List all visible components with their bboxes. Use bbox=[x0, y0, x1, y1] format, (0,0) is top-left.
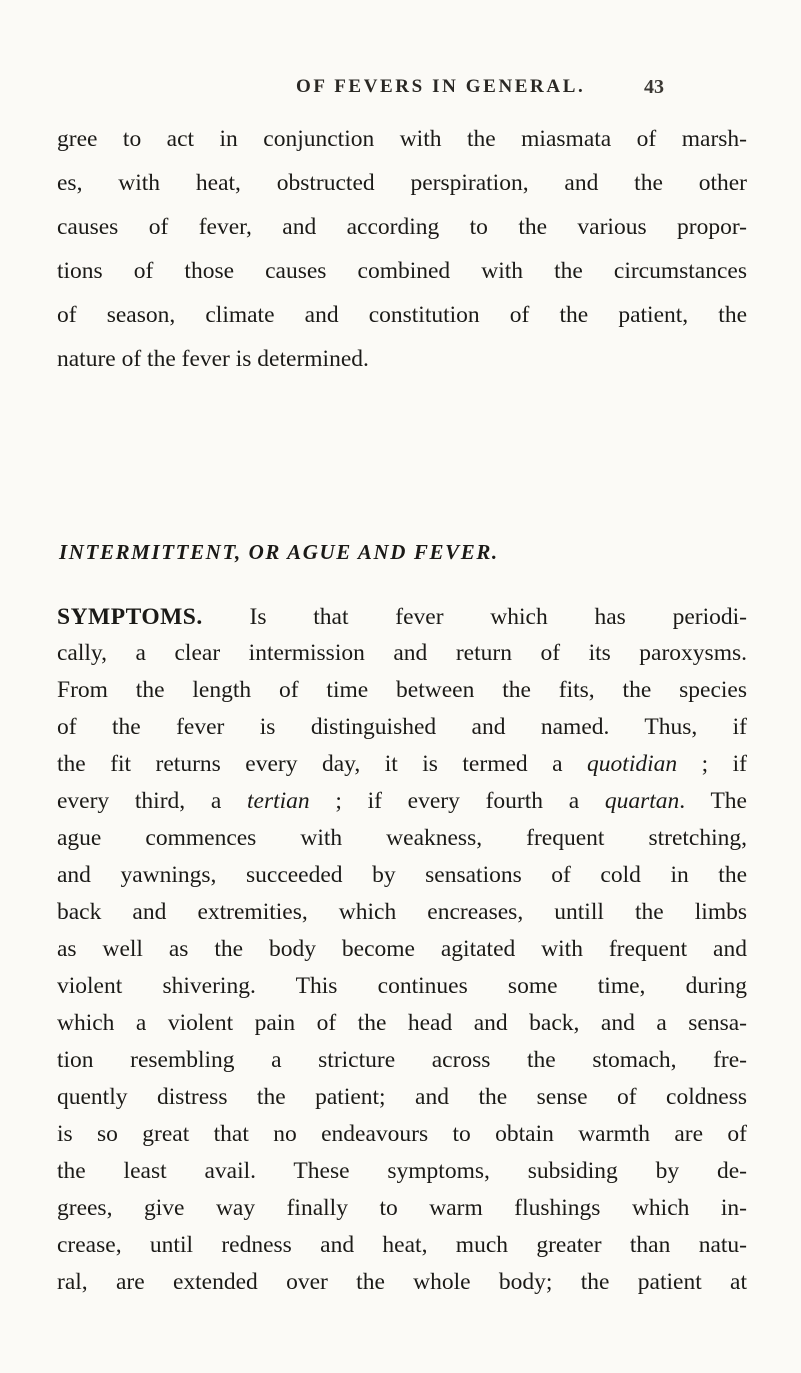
text-line: crease, until redness and heat, much greater than natu- bbox=[57, 1232, 747, 1258]
text-line: tions of those causes combined with the circumstances bbox=[57, 258, 747, 284]
text-run: ; if every fourth a bbox=[309, 788, 605, 814]
text-line: of the fever is distinguished and named. Thus, if bbox=[57, 714, 747, 740]
text-line: is so great that no endeavours to obtain warmth are of bbox=[57, 1121, 747, 1147]
text-line: From the length of time between the fits, the species bbox=[57, 677, 747, 703]
section-heading: INTERMITTENT, OR AGUE AND FEVER. bbox=[59, 540, 499, 564]
text-run: every third, a bbox=[57, 788, 247, 814]
text-line: gree to act in conjunction with the miasmata of marsh- bbox=[57, 126, 747, 152]
text-line: causes of fever, and according to the various propor- bbox=[57, 214, 747, 240]
text-run: . The bbox=[679, 788, 747, 814]
text-line: ral, are extended over the whole body; the patient at bbox=[57, 1269, 747, 1295]
text-line: es, with heat, obstructed perspiration, and the other bbox=[57, 170, 747, 196]
text-line: which a violent pain of the head and back, and a sensa- bbox=[57, 1010, 747, 1036]
text-run: the fit returns every day, it is termed a bbox=[57, 751, 588, 777]
text-line: of season, climate and constitution of the patient, the bbox=[57, 302, 747, 328]
text-run: Is that fever which has periodi- bbox=[202, 604, 747, 630]
text-line: as well as the body become agitated with frequent and bbox=[57, 936, 747, 962]
lead-word: SYMPTOMS. bbox=[57, 604, 203, 630]
text-line: and yawnings, succeeded by sensations of cold in the bbox=[57, 862, 747, 888]
term-tertian: tertian bbox=[247, 788, 310, 814]
running-title: OF FEVERS IN GENERAL. bbox=[296, 76, 586, 97]
text-run: ; if bbox=[677, 751, 747, 777]
term-quotidian: quotidian bbox=[587, 751, 678, 777]
running-header bbox=[0, 76, 801, 106]
text-line bbox=[57, 749, 747, 779]
text-line: the least avail. These symptoms, subsiding by de- bbox=[57, 1158, 747, 1184]
text-line: nature of the fever is determined. bbox=[57, 346, 369, 372]
text-line: ague commences with weakness, frequent stretching, bbox=[57, 825, 747, 851]
text-line bbox=[57, 602, 747, 632]
text-line: grees, give way finally to warm flushings which in- bbox=[57, 1195, 747, 1221]
text-line: back and extremities, which encreases, untill the limbs bbox=[57, 899, 747, 925]
text-line: quently distress the patient; and the sense of coldness bbox=[57, 1084, 747, 1110]
page-number: 43 bbox=[644, 76, 664, 98]
text-line bbox=[57, 786, 747, 816]
term-quartan: quartan bbox=[604, 788, 680, 814]
text-line: cally, a clear intermission and return of its paroxysms. bbox=[57, 640, 747, 666]
text-line: violent shivering. This continues some time, during bbox=[57, 973, 747, 999]
text-line: tion resembling a stricture across the stomach, fre- bbox=[57, 1047, 747, 1073]
